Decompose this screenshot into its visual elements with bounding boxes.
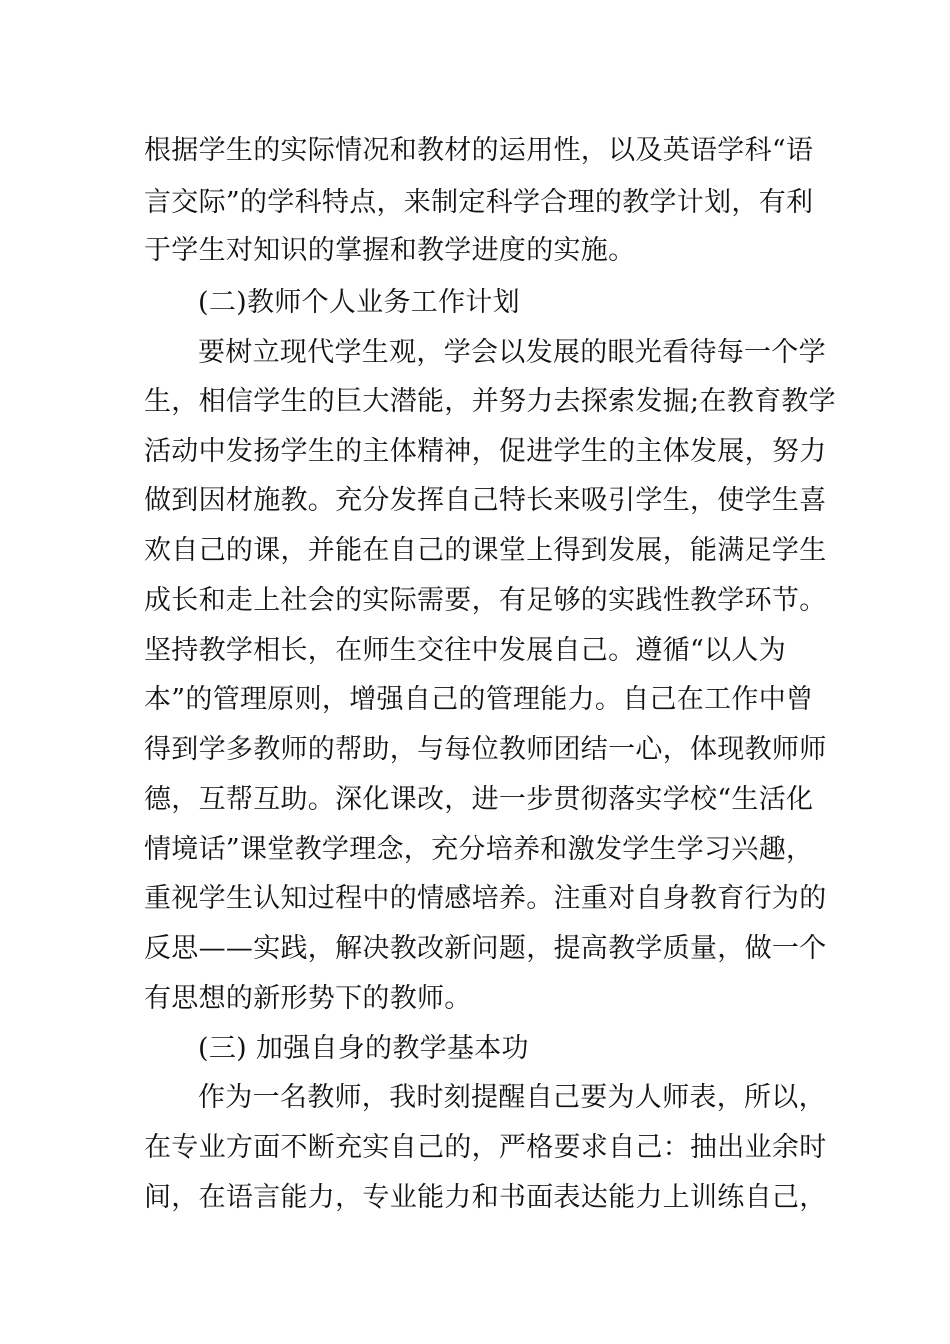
body-line: 根据学生的实际情况和教材的运用性，以及英语学科“语 xyxy=(144,135,814,166)
body-line: 有思想的新形势下的教师。 xyxy=(144,983,472,1014)
section-heading: (三) 加强自身的教学基本功 xyxy=(198,1033,529,1064)
body-line: 要树立现代学生观，学会以发展的眼光看待每一个学 xyxy=(198,337,826,368)
body-line: 作为一名教师，我时刻提醒自己要为人师表，所以， xyxy=(198,1082,826,1113)
body-line: 得到学多教师的帮助，与每位教师团结一心，体现教师师 xyxy=(144,734,827,765)
body-line: 于学生对知识的掌握和教学进度的实施。 xyxy=(144,235,636,266)
body-line: 生，相信学生的巨大潜能，并努力去探索发掘;在教育教学 xyxy=(144,386,836,417)
body-line: 间，在语言能力，专业能力和书面表达能力上训练自己， xyxy=(144,1182,827,1213)
section-heading: (二)教师个人业务工作计划 xyxy=(198,287,520,318)
body-line: 做到因材施教。充分发挥自己特长来吸引学生，使学生喜 xyxy=(144,485,827,516)
body-line: 重视学生认知过程中的情感培养。注重对自身教育行为的 xyxy=(144,883,827,914)
body-line: 欢自己的课，并能在自己的课堂上得到发展，能满足学生 xyxy=(144,535,827,566)
body-line: 成长和走上社会的实际需要，有足够的实践性教学环节。 xyxy=(144,585,827,616)
body-line: 活动中发扬学生的主体精神，促进学生的主体发展，努力 xyxy=(144,436,827,467)
body-line: 言交际”的学科特点，来制定科学合理的教学计划，有利 xyxy=(144,187,814,218)
body-line: 反思——实践，解决教改新问题，提高教学质量，做一个 xyxy=(144,933,827,964)
body-line: 德，互帮互助。深化课改，进一步贯彻落实学校“生活化 xyxy=(144,784,814,815)
body-line: 本”的管理原则，增强自己的管理能力。自己在工作中曾 xyxy=(144,684,814,715)
body-line: 坚持教学相长，在师生交往中发展自己。遵循“以人为 xyxy=(144,635,787,666)
body-line: 情境话”课堂教学理念，充分培养和激发学生学习兴趣， xyxy=(144,834,814,865)
body-line: 在专业方面不断充实自己的，严格要求自己：抽出业余时 xyxy=(144,1132,827,1163)
